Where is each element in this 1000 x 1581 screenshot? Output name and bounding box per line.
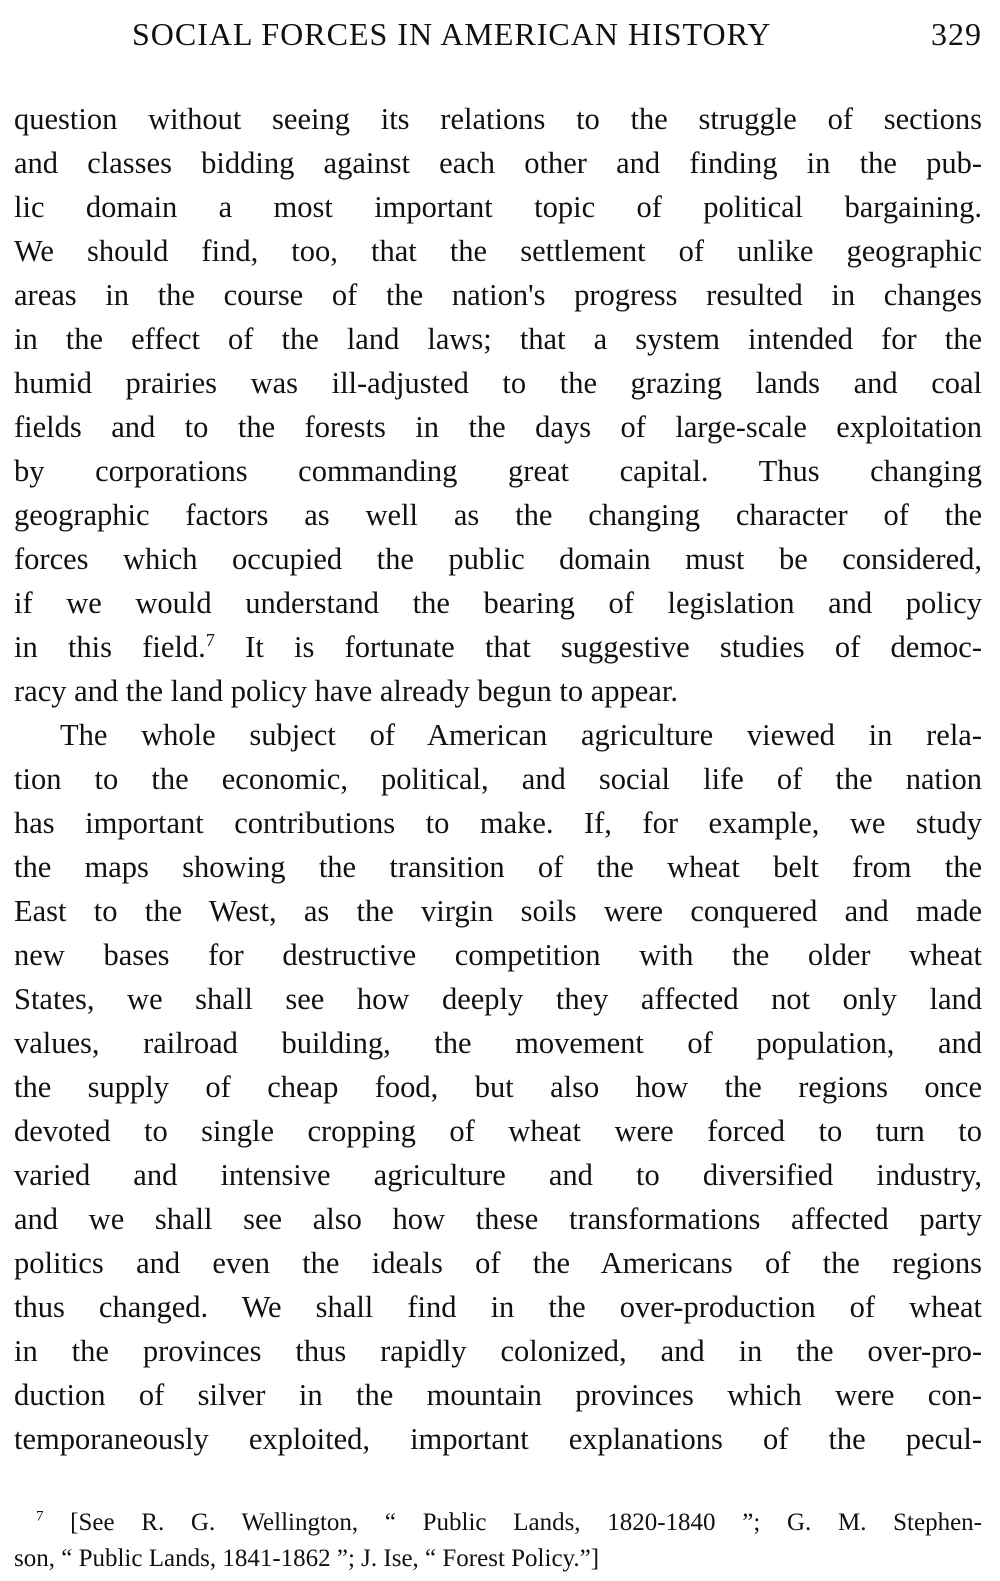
text-line: the supply of cheap food, but also how the regions once: [14, 1070, 982, 1104]
text-line: in the effect of the land laws; that a system intended for the: [14, 322, 982, 356]
footnotes: [14, 1505, 982, 1577]
footnote-marker: 7: [36, 1508, 44, 1525]
text-line: geographic factors as well as the changing character of the: [14, 498, 982, 532]
text-line: and classes bidding against each other and finding in the pub-: [14, 146, 982, 180]
paragraph-1: [14, 97, 982, 713]
text-span: It is fortunate that suggestive studies of democ-: [214, 630, 982, 664]
footnote-reference: 7: [205, 629, 215, 650]
text-span: in this field.: [14, 630, 206, 664]
text-line: thus changed. We shall find in the over-production of wheat: [14, 1290, 982, 1324]
body-text: [14, 97, 982, 1461]
text-line: fields and to the forests in the days of large-scale exploitation: [14, 410, 982, 444]
text-line: new bases for destructive competition with the older wheat: [14, 938, 982, 972]
text-line: East to the West, as the virgin soils were conquered and made: [14, 894, 982, 928]
text-line: The whole subject of American agriculture viewed in rela-: [60, 718, 982, 752]
text-line: areas in the course of the nation's progress resulted in changes: [14, 278, 982, 312]
footnote-text: [See R. G. Wellington, “ Public Lands, 1820-1840 ”; G. M. Stephen-: [43, 1509, 982, 1536]
running-title: SOCIAL FORCES IN AMERICAN HISTORY: [132, 16, 772, 52]
text-line: lic domain a most important topic of political bargaining.: [14, 190, 982, 224]
book-page: [14, 0, 982, 1581]
text-line: question without seeing its relations to the struggle of sections: [14, 102, 982, 136]
text-line: the maps showing the transition of the wheat belt from the: [14, 850, 982, 884]
text-line: if we would understand the bearing of legislation and policy: [14, 586, 982, 620]
paragraph-2: [14, 713, 982, 1461]
text-line: and we shall see also how these transformations affected party: [14, 1202, 982, 1236]
text-line: humid prairies was ill-adjusted to the grazing lands and coal: [14, 366, 982, 400]
page-number: 329: [931, 16, 982, 52]
text-line: [14, 625, 982, 669]
text-line: in the provinces thus rapidly colonized, and in the over-pro-: [14, 1334, 982, 1368]
text-line: devoted to single cropping of wheat were forced to turn to: [14, 1114, 982, 1148]
text-line: varied and intensive agriculture and to diversified industry,: [14, 1158, 982, 1192]
text-line: racy and the land policy have already begun to appear.: [14, 674, 678, 708]
text-line: politics and even the ideals of the Americans of the regions: [14, 1246, 982, 1280]
text-line: We should find, too, that the settlement of unlike geographic: [14, 234, 982, 268]
text-line: values, railroad building, the movement of population, and: [14, 1026, 982, 1060]
text-line: forces which occupied the public domain must be considered,: [14, 542, 982, 576]
text-line: temporaneously exploited, important explanations of the pecul-: [14, 1422, 982, 1456]
text-line: by corporations commanding great capital. Thus changing: [14, 454, 982, 488]
text-line: tion to the economic, political, and social life of the nation: [14, 762, 982, 796]
footnote-line: son, “ Public Lands, 1841-1862 ”; J. Ise, “ Forest Policy.”]: [14, 1545, 600, 1572]
text-line: has important contributions to make. If, for example, we study: [14, 806, 982, 840]
footnote-line: [14, 1505, 982, 1541]
running-head: [14, 12, 982, 62]
text-line: States, we shall see how deeply they affected not only land: [14, 982, 982, 1016]
text-line: duction of silver in the mountain provinces which were con-: [14, 1378, 982, 1412]
